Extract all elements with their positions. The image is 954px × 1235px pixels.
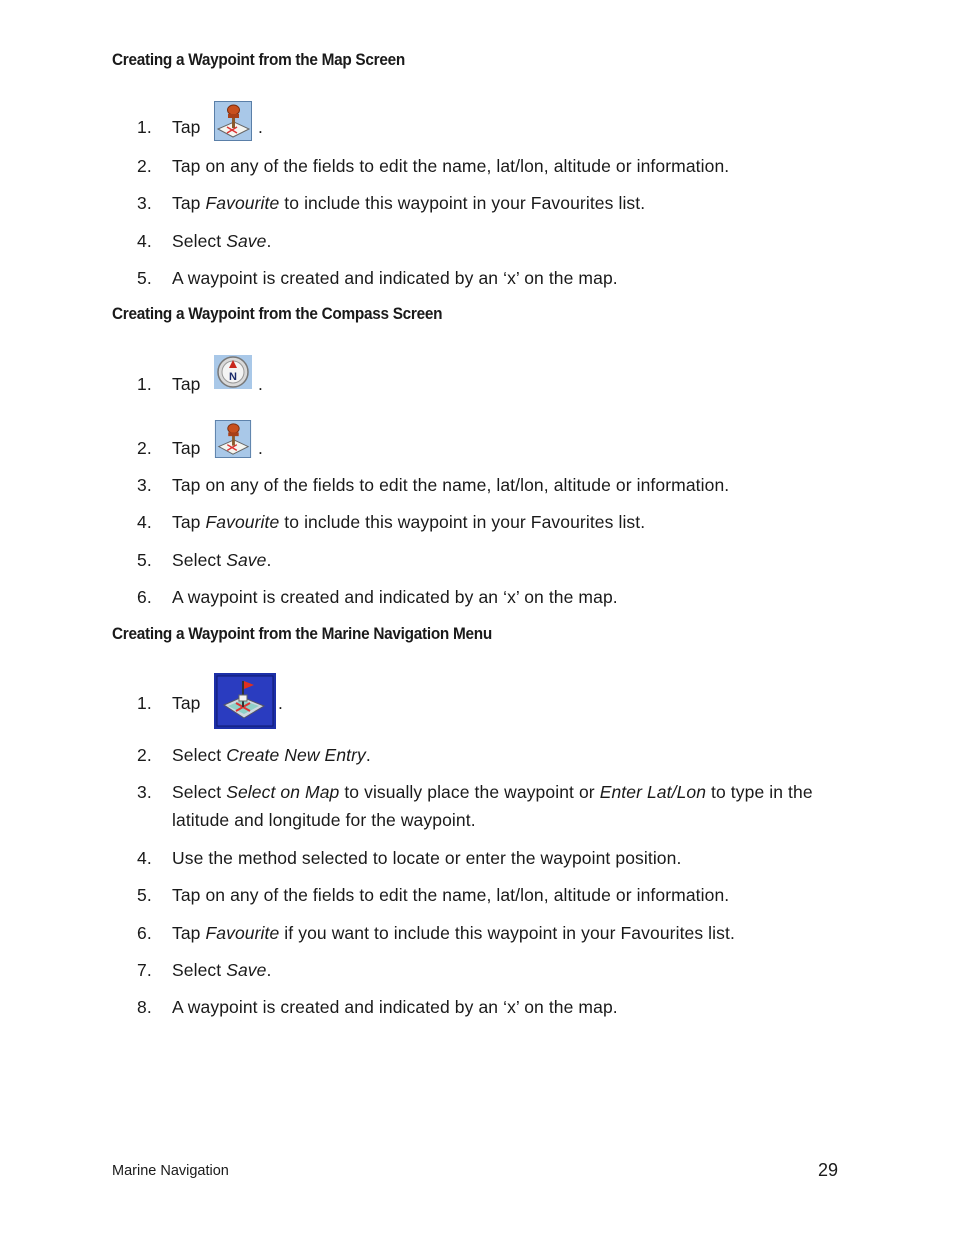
svg-text:N: N bbox=[229, 371, 237, 383]
marine-waypoint-icon[interactable] bbox=[214, 673, 276, 729]
section-heading-compass-screen: Creating a Waypoint from the Compass Screen bbox=[112, 305, 443, 323]
waypoint-pin-icon[interactable] bbox=[214, 101, 252, 141]
section-heading-marine-menu: Creating a Waypoint from the Marine Navigation Menu bbox=[112, 625, 492, 643]
section-heading-map-screen: Creating a Waypoint from the Map Screen bbox=[112, 51, 405, 69]
waypoint-pin-icon[interactable] bbox=[214, 420, 252, 458]
page-number: 29 bbox=[818, 1160, 839, 1180]
footer-section-name: Marine Navigation bbox=[112, 1163, 229, 1179]
compass-icon[interactable] bbox=[214, 355, 252, 389]
